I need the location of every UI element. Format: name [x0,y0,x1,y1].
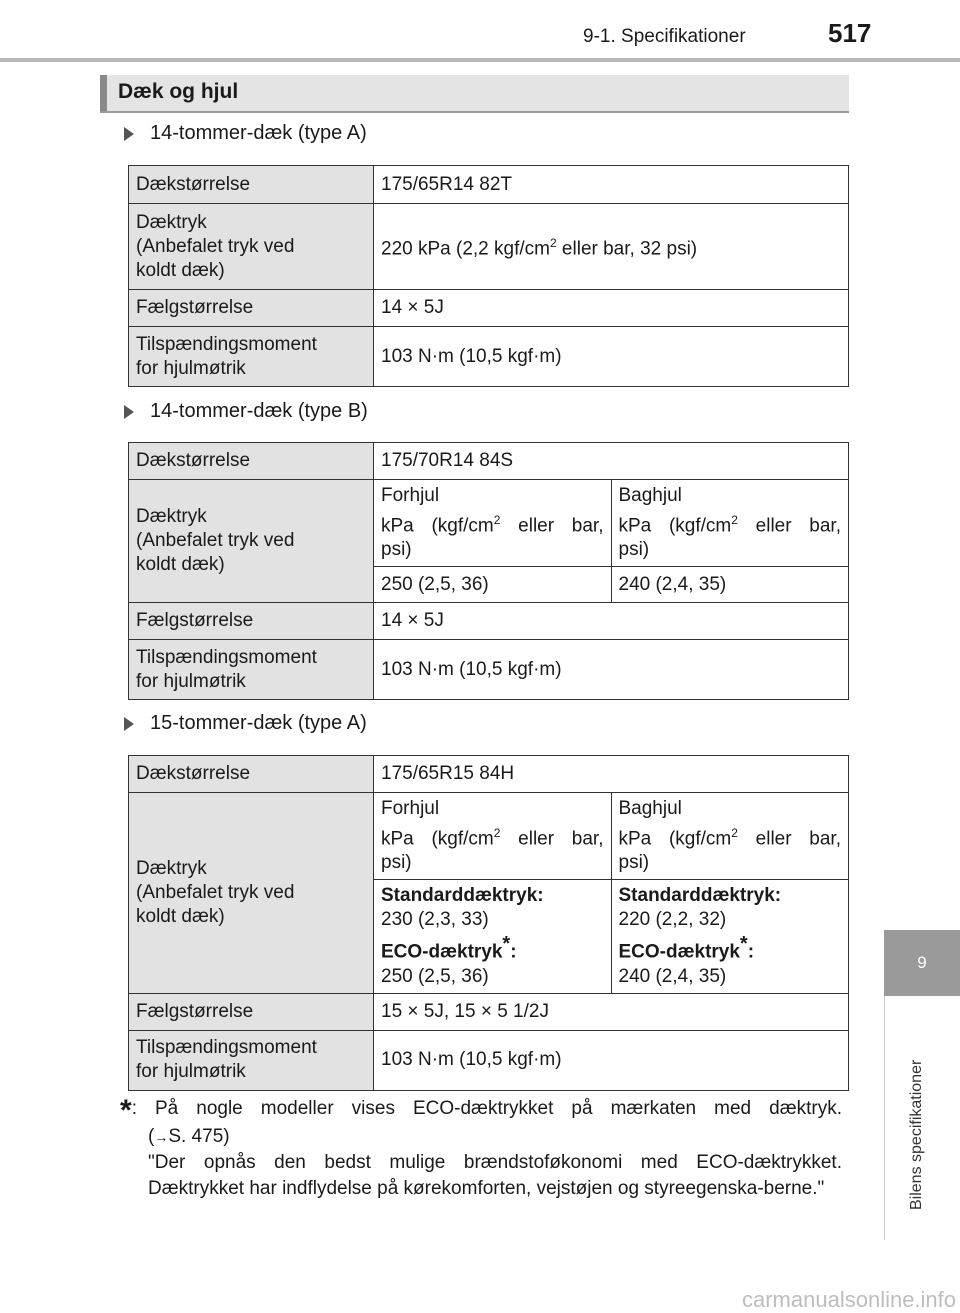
subheading-14b [124,400,368,423]
unit-text: eller bar, [500,828,604,850]
unit-line [619,821,842,851]
label-line: Dæktryk [136,506,207,528]
column-title: Baghjul [618,798,682,819]
standard-pressure-value: 230 (2,3, 33) [381,909,489,931]
cell-label [129,793,374,994]
subheading-text: 14-tommer-dæk (type A) [150,122,367,144]
cell-rear-value [611,880,849,993]
table-row [129,640,849,700]
cell-front-header [374,480,612,567]
table-row [129,327,849,387]
cell-value [374,204,849,290]
superscript: 2 [731,826,738,840]
label-line: (Anbefalet tryk ved [136,530,295,552]
chapter-number: 9 [917,953,927,972]
cell-label: Dækstørrelse [129,443,374,480]
subheading-14a [124,122,367,145]
chapter-label: Bilens specifikationer [908,1059,925,1210]
cell-value: 14 × 5J [374,290,849,327]
table-row [129,480,849,567]
triangle-bullet-icon [124,717,134,731]
footnote-line [120,1094,842,1127]
cell-value: 175/65R14 82T [374,166,849,204]
cell-label [129,640,374,700]
eco-label-text: ECO-dæktryk [618,941,740,963]
footnote-star: * [502,933,511,956]
label-line: Tilspændingsmoment [136,333,317,355]
standard-pressure-value: 220 (2,2, 32) [618,909,727,931]
eco-pressure-label [381,932,604,964]
unit-text: kPa (kgf/cm [381,515,494,537]
label-line: (Anbefalet tryk ved [136,235,295,257]
superscript: 2 [493,513,501,527]
table-row [129,603,849,640]
unit-line [381,821,604,851]
table-row [129,443,849,480]
spec-table-15a [128,755,849,1091]
label-line: Tilspændingsmoment [136,646,317,668]
eco-pressure-value: 250 (2,5, 36) [381,965,489,987]
eco-pressure-label [619,932,842,964]
eco-label-colon: : [510,941,517,963]
eco-label-colon: : [747,941,755,963]
page-reference: S. 475) [168,1126,230,1147]
label-line: Dæktryk [136,211,207,233]
chapter-tab[interactable] [884,930,960,996]
cell-label: Dækstørrelse [129,166,374,204]
cell-label [129,204,374,290]
cell-value: 14 × 5J [374,603,849,640]
footnote-star: * [120,1094,132,1127]
section-title-bar [100,75,849,113]
cell-label: Dækstørrelse [129,756,374,793]
value-text: 220 kPa (2,2 kgf/cm [381,238,550,260]
cell-label [129,327,374,387]
table-row [129,793,849,880]
section-title: Dæk og hjul [118,80,239,103]
label-line: for hjulmøtrik [136,357,246,379]
cell-value: 175/65R15 84H [374,756,849,793]
eco-label-text: ECO-dæktryk [381,941,503,963]
cell-value: 15 × 5J, 15 × 5 1/2J [374,993,849,1030]
standard-pressure-label: Standarddæktryk: [618,885,782,907]
superscript: 2 [549,236,557,251]
superscript: 2 [731,513,738,527]
column-title: Forhjul [381,485,440,506]
cell-label [129,480,374,603]
arrow-right-icon: → [154,1129,169,1145]
unit-text: kPa (kgf/cm [618,515,732,537]
unit-text: eller bar, [500,515,604,537]
superscript: 2 [493,826,501,840]
unit-line: psi) [618,852,650,874]
spec-table-14b [128,442,849,700]
table-row [129,993,849,1030]
label-line: koldt dæk) [136,554,225,576]
footnote-text: : På nogle modeller vises ECO-dæktrykket på mærkaten med dæktryk. [131,1098,842,1119]
running-header-section: 9-1. Specifikationer [583,26,746,47]
unit-text: kPa (kgf/cm [381,828,494,850]
unit-text: kPa (kgf/cm [618,828,732,850]
cell-front-value [374,880,612,993]
label-line: (Anbefalet tryk ved [136,881,295,903]
footnote-quote: "Der opnås den bedst mulige brændstoføkonomi med ECO-dæktrykket. Dæktrykket har indflydelse på kørekomforten, vejstøjen og styreegenska-berne." [148,1152,842,1199]
unit-text: eller bar, [737,828,841,850]
cell-label: Fælgstørrelse [129,290,374,327]
standard-pressure-label: Standarddæktryk: [381,885,544,907]
label-line: koldt dæk) [136,905,225,927]
triangle-bullet-icon [124,405,134,419]
column-title: Baghjul [618,485,682,506]
unit-line [381,508,604,538]
cell-label: Fælgstørrelse [129,603,374,640]
watermark: carmanualsonline.info [742,1287,957,1312]
unit-line: psi) [381,852,412,874]
label-line: Tilspændingsmoment [136,1037,317,1059]
cell-value: 103 N·m (10,5 kgf·m) [374,1030,849,1090]
value-text: eller bar, 32 psi) [556,238,698,260]
cell-label [129,1030,374,1090]
table-row [129,290,849,327]
table-row [129,756,849,793]
spec-table-14a [128,165,849,387]
footnote-star: * [739,933,748,956]
table-row [129,1030,849,1090]
section-title-accent [100,75,107,111]
unit-text: eller bar, [737,515,841,537]
eco-pressure-value: 240 (2,4, 35) [618,965,727,987]
cell-front-value: 250 (2,5, 36) [374,567,612,603]
column-title: Forhjul [381,798,440,819]
triangle-bullet-icon [124,127,134,141]
cell-value: 103 N·m (10,5 kgf·m) [374,327,849,387]
label-line: koldt dæk) [136,259,225,281]
label-line: Dæktryk [136,857,207,879]
subheading-15a [124,712,367,735]
cell-value: 103 N·m (10,5 kgf·m) [374,640,849,700]
cell-value: 175/70R14 84S [374,443,849,480]
table-row [129,166,849,204]
unit-line: psi) [618,539,650,561]
cell-label: Fælgstørrelse [129,993,374,1030]
cell-rear-header [611,793,849,880]
subheading-text: 14-tommer-dæk (type B) [150,400,368,422]
header-rule [0,58,960,62]
footnote [120,1096,842,1202]
cell-rear-header [611,480,849,567]
subheading-text: 15-tommer-dæk (type A) [150,712,367,734]
table-row [129,204,849,290]
unit-line: psi) [381,539,412,561]
cell-front-header [374,793,612,880]
page-number: 517 [828,18,872,48]
footnote-reference[interactable] [120,1124,842,1150]
unit-line [619,508,842,538]
paren: ( [148,1126,155,1147]
cell-rear-value: 240 (2,4, 35) [611,567,849,603]
label-line: for hjulmøtrik [136,670,246,692]
label-line: for hjulmøtrik [136,1061,246,1083]
